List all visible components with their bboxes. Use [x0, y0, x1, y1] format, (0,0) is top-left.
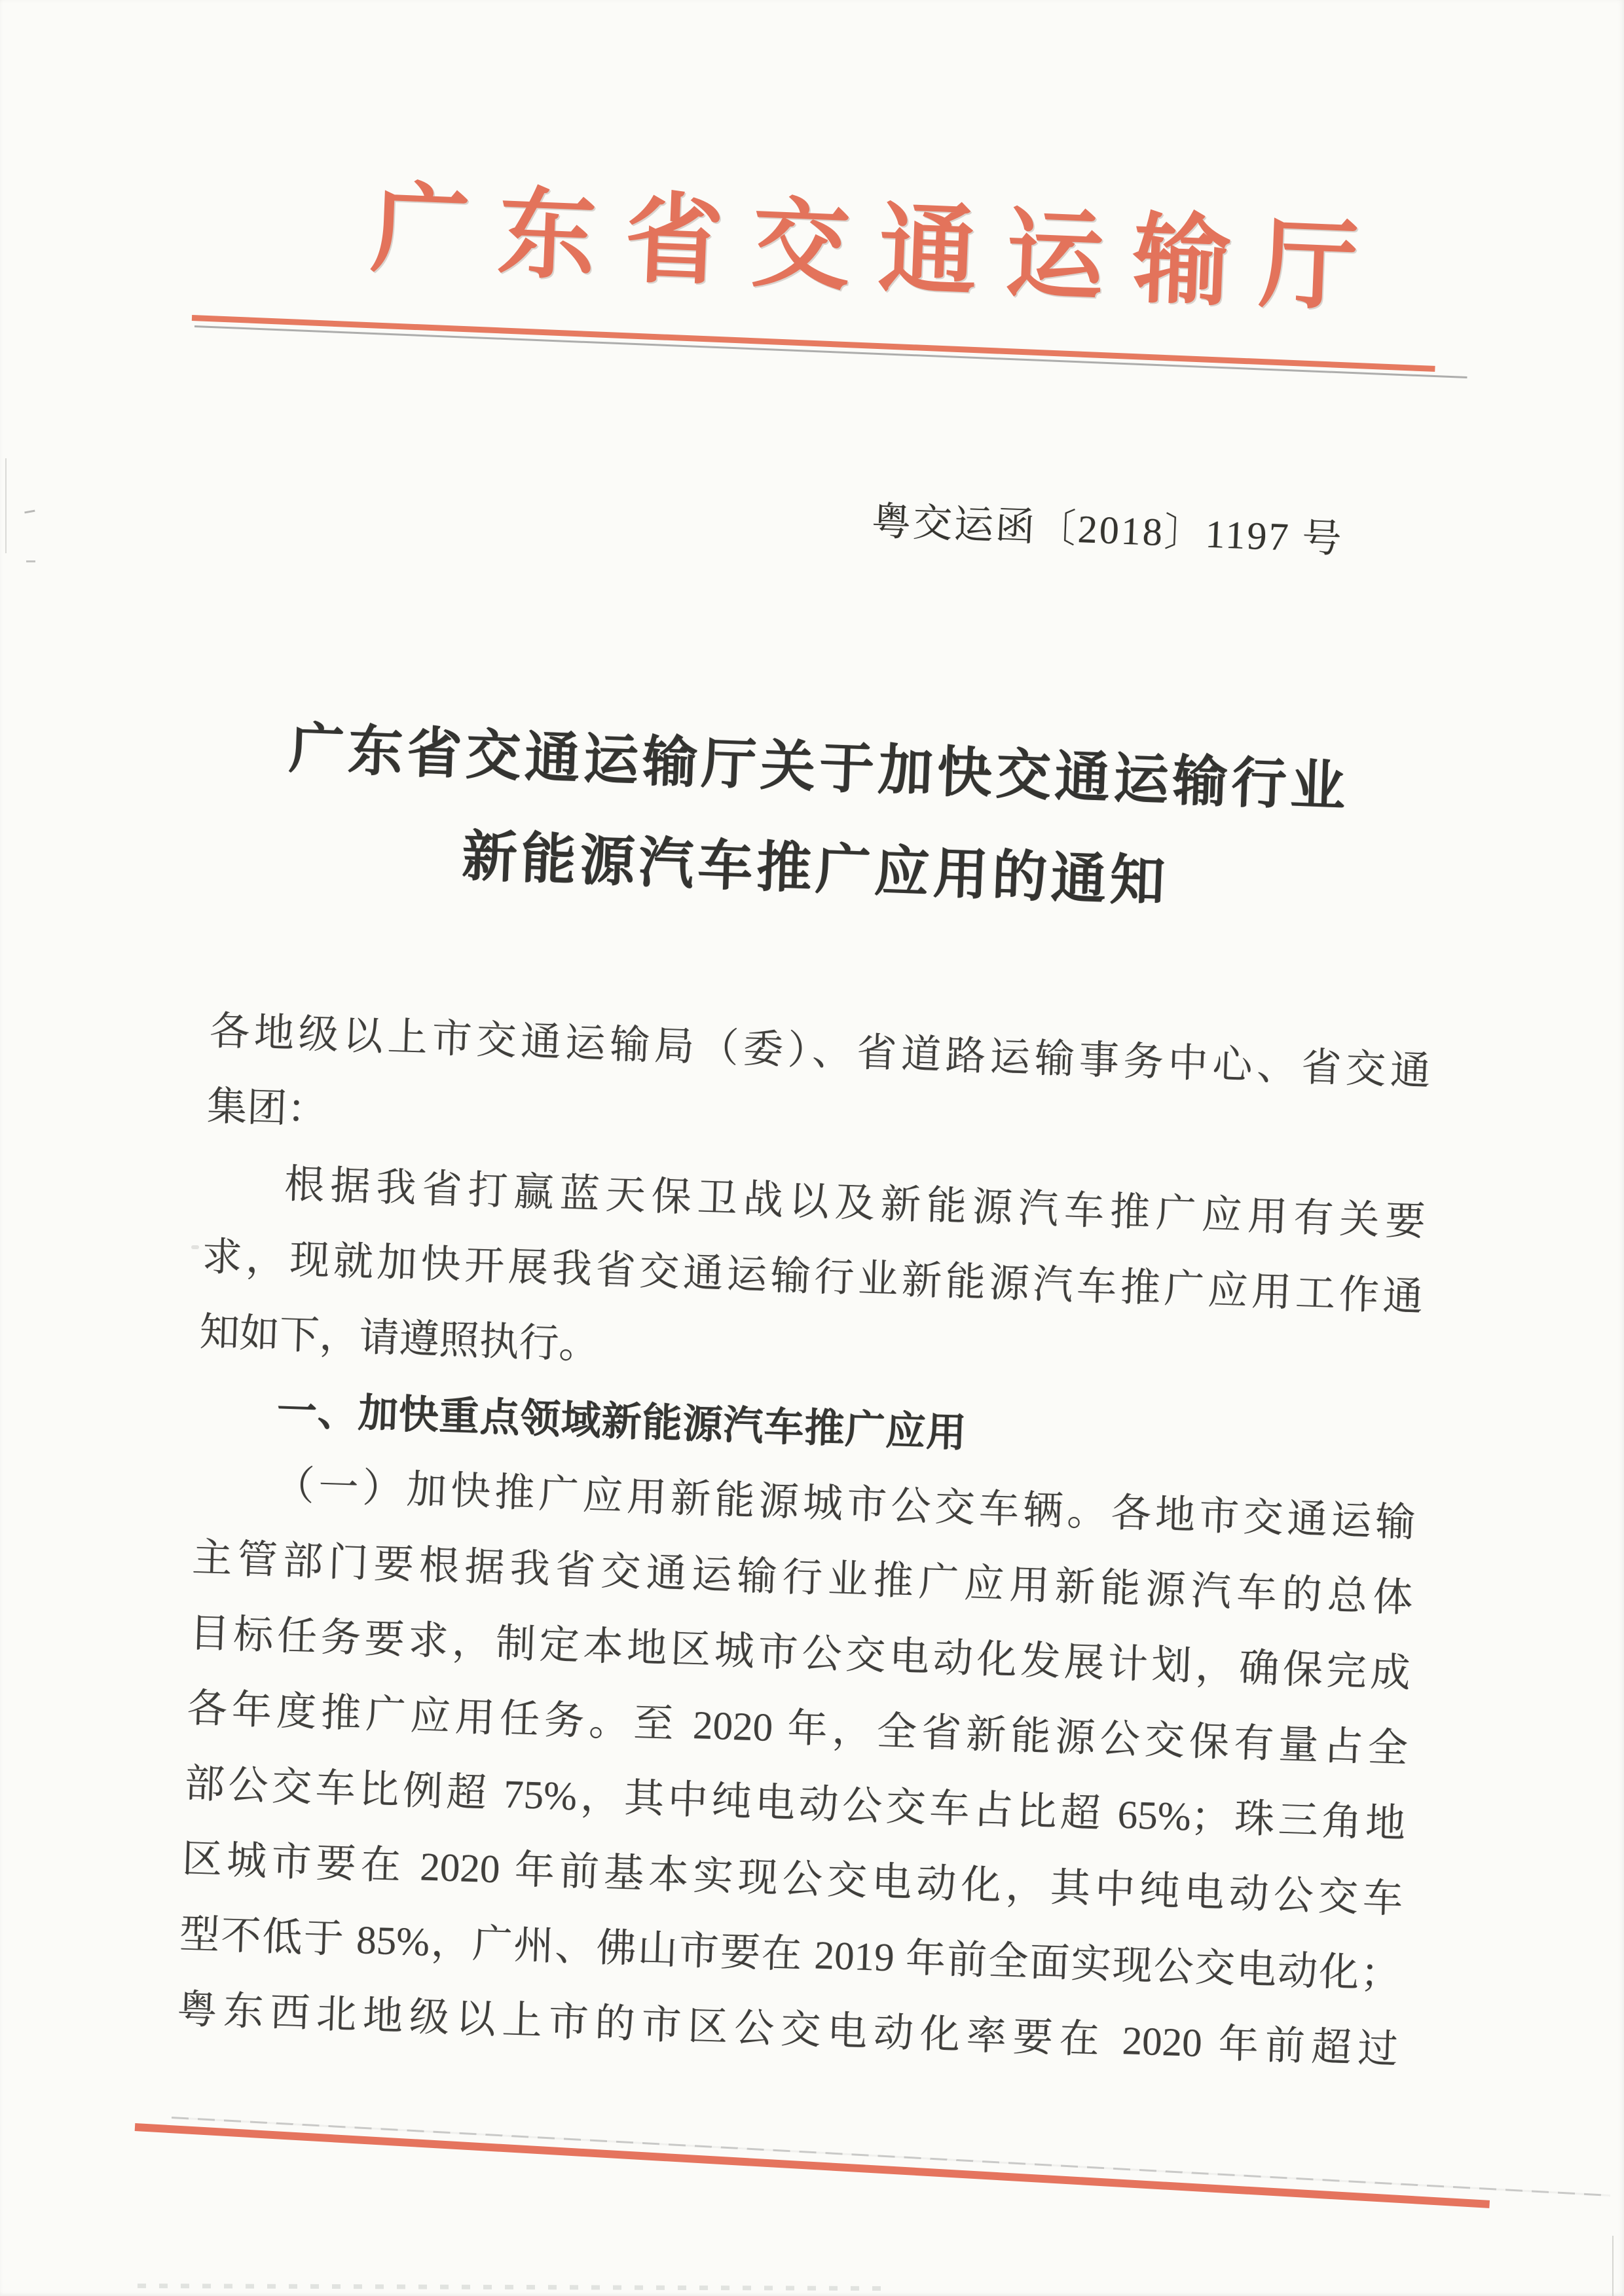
scan-artifact-margin-mark: [24, 510, 35, 519]
scan-artifact-bottom-noise: [138, 2284, 884, 2291]
body-line: 粤东西北地级以上市的市区公交电动化率要在 2020 年前超过: [176, 1988, 1399, 2072]
header-rule-shadow-line: [194, 325, 1467, 378]
body-line: 主管部门要根据我省交通运输行业推广应用新能源汽车的总体: [191, 1536, 1414, 1621]
body-line: （一）加快推广应用新能源城市公交车辆。各地市交通运输: [274, 1463, 1416, 1546]
body-line: 部公交车比例超 75%，其中纯电动公交车占比超 65%；珠三角地: [183, 1762, 1407, 1847]
header-rule: [192, 315, 1435, 372]
body-line-salutation-2: 集团：: [206, 1084, 328, 1133]
document-title-line2: 新能源汽车推广应用的通知: [460, 826, 1170, 913]
body-line: 各年度推广应用任务。至 2020 年，全省新能源公交保有量占全: [186, 1686, 1409, 1772]
document-title-line1: 广东省交通运输厅关于加快交通运输行业: [287, 718, 1351, 818]
body-line: 根据我省打赢蓝天保卫战以及新能源汽车推广应用有关要: [284, 1162, 1426, 1245]
body-line: 区城市要在 2020 年前基本实现公交电动化，其中纯电动公交车: [181, 1837, 1404, 1922]
scan-artifact-speck: [191, 1245, 199, 1249]
footer-rule: [135, 2123, 1490, 2208]
body-line: 型不低于 85%，广州、佛山市要在 2019 年前全面实现公交电动化；: [179, 1912, 1401, 1997]
document-title: [204, 695, 1431, 943]
scan-artifact-margin-dash: [26, 560, 35, 562]
doc-number: 粤交运函〔2018〕1197 号: [870, 499, 1344, 561]
letterhead-agency-name: 广东省交通运输厅: [369, 175, 1389, 325]
body-section-heading: 一、加快重点领域新能源汽车推广应用: [276, 1387, 968, 1457]
body-line-salutation-1: 各地级以上市交通运输局（委）、省道路运输事务中心、省交通: [208, 1009, 1431, 1094]
body-line: 知如下，请遵照执行。: [198, 1310, 600, 1368]
scan-artifact-right-edge-line: [1612, 2236, 1614, 2296]
body-line: 目标任务要求，制定本地区城市公交电动化发展计划，确保完成: [189, 1611, 1411, 1696]
footer-rule-shadow-line: [172, 2117, 1610, 2196]
scan-artifact-left-edge-line: [5, 458, 7, 553]
body-line: 求，现就加快开展我省交通运输行业新能源汽车推广应用工作通: [201, 1235, 1424, 1320]
document-body: [176, 994, 1431, 2088]
